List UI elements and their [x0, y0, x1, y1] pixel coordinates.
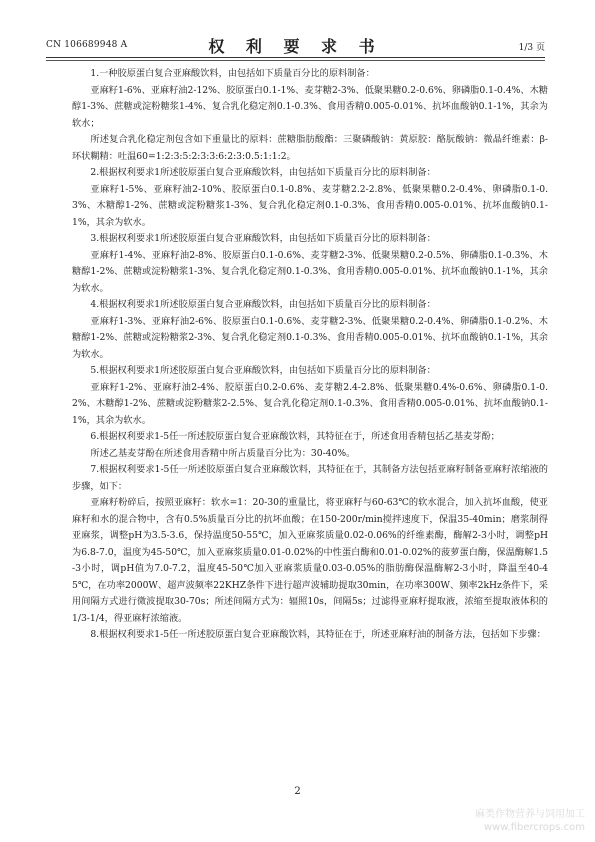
page-header	[46, 34, 545, 58]
claim-6: 6.根据权利要求1-5任一所述胶原蛋白复合亚麻酸饮料，其特征在于，所述食用香精包括乙基麦芽酚；	[90, 431, 500, 442]
claim-8: 8.根据权利要求1-5任一所述胶原蛋白复合亚麻酸饮料，其特征在于，所述亚麻籽油的制备方法，包括如下步骤：	[90, 629, 546, 640]
claim-2-intro: 2.根据权利要求1所述胶原蛋白复合亚麻酸饮料，由包括如下质量百分比的原料制备：	[90, 167, 436, 178]
claims-body	[72, 66, 548, 644]
page-number: 2	[294, 786, 301, 797]
watermark	[475, 808, 585, 834]
claim-7: 7.根据权利要求1-5任一所述胶原蛋白复合亚麻酸饮料，其特征在于，其制备方法包括亚麻籽制备亚麻籽浓缩液的步骤，如下：	[72, 464, 548, 492]
page-indicator: 1/3 页	[518, 43, 545, 53]
watermark-title: 麻类作物营养与饲用加工	[475, 809, 585, 820]
watermark-url: www.fibercrops.com	[483, 822, 585, 833]
claim-1-ingredients: 亚麻籽1-6%、亚麻籽油2-12%、胶原蛋白0.1-1%、麦芽糖2-3%、低聚果糖0.2-0.6%、卵磷脂0.1-0.4%、木糖醇1-3%、蔗糖或淀粉糖浆1-4%、复合乳化稳定剂0.1-0.3%、食用香精0.005-0.01%、抗坏血酸钠0.1-1%，其余为软水；	[72, 84, 548, 129]
claim-5-ingredients: 亚麻籽1-2%、亚麻籽油2-4%、胶原蛋白0.2-0.6%、麦芽糖2.4-2.8%、低聚果糖0.4%-0.6%、卵磷脂0.1-0.2%、木糖醇1-2%、蔗糖或淀粉糖浆2-2.5%、复合乳化稳定剂0.1-0.3%、食用香精0.005-0.01%、抗坏血酸钠0.1-1%，其余为软水。	[72, 381, 548, 426]
header-rule-thin	[46, 60, 545, 61]
claim-1-intro: 1.一种胶原蛋白复合亚麻酸饮料，由包括如下质量百分比的原料制备：	[90, 68, 375, 79]
publication-number: CN 106689948 A	[46, 40, 128, 50]
claim-5-intro: 5.根据权利要求1所述胶原蛋白复合亚麻酸饮料，由包括如下质量百分比的原料制备：	[90, 365, 436, 376]
claim-3-intro: 3.根据权利要求1所述胶原蛋白复合亚麻酸饮料，由包括如下质量百分比的原料制备：	[90, 233, 436, 244]
claim-4-intro: 4.根据权利要求1所述胶原蛋白复合亚麻酸饮料，由包括如下质量百分比的原料制备：	[90, 299, 436, 310]
claim-7-method: 亚麻籽粉碎后，按照亚麻籽：软水=1：20-30的重量比，将亚麻籽与60-63℃的软水混合，加入抗坏血酸，使亚麻籽和水的混合物中，含有0.5%质量百分比的抗坏血酸；在150-200r/min搅拌速度下，保温35-40min；磨浆制得亚麻浆，调整pH为3.5-3.6，保持温度50-55℃，加入亚麻浆质量0.02-0.06%的纤维素酶，酶解2-3小时，调整pH为6.8-7.0，温度为45-50℃，加入亚麻浆质量0.01-0.02%的中性蛋白酶和0.01-0.02%的菠萝蛋白酶，保温酶解1.5-3小时，调pH值为7.0-7.2，温度45-50℃加入亚麻浆质量0.03-0.05%的脂肪酶保温酶解2-3小时，降温至40-45℃，在功率2000W、超声波频率22KHZ条件下进行超声波辅助提取30min，在功率300W、频率2kHz条件下，采用间隔方式进行微波提取30-70s；所述间隔方式为：辐照10s，间隔5s；过滤得亚麻籽提取液，浓缩至提取液体积的1/3-1/4，得亚麻籽浓缩液。	[72, 497, 548, 624]
header-rule	[46, 57, 545, 58]
claim-4-ingredients: 亚麻籽1-3%、亚麻籽油2-6%、胶原蛋白0.1-0.6%、麦芽糖2-3%、低聚果糖0.2-0.4%、卵磷脂0.1-0.2%、木糖醇1-2%、蔗糖或淀粉糖浆2-3%、复合乳化稳定剂0.1-0.3%、食用香精0.005-0.01%、抗坏血酸钠0.1-1%，其余为软水。	[72, 315, 548, 360]
claim-2-ingredients: 亚麻籽1-5%、亚麻籽油2-10%、胶原蛋白0.1-0.8%、麦芽糖2.2-2.8%、低聚果糖0.2-0.4%、卵磷脂0.1-0.3%、木糖醇1-2%、蔗糖或淀粉糖浆1-3%、复合乳化稳定剂0.1-0.3%、食用香精0.005-0.01%、抗坏血酸钠0.1-1%，其余为软水。	[72, 183, 548, 228]
claim-3-ingredients: 亚麻籽1-4%、亚麻籽油2-8%、胶原蛋白0.1-0.6%、麦芽糖2-3%、低聚果糖0.2-0.5%、卵磷脂0.1-0.3%、木糖醇1-2%、蔗糖或淀粉糖浆1-3%、复合乳化稳定剂0.1-0.3%、食用香精0.005-0.01%、抗坏血酸钠0.1-1%，其余为软水。	[72, 249, 548, 294]
claim-1-stabilizer: 所述复合乳化稳定剂包含如下重量比的原料：蔗糖脂肪酸酯：三聚磷酸钠：黄原胶：酪朊酸钠：微晶纤维素：β-环状糊精：吐温60=1:2:3:5:2:3:3:6:2:3:0.5:1:1:2。	[72, 134, 548, 162]
document-title: 权 利 要 求 书	[208, 37, 383, 56]
claim-6-detail: 所述乙基麦芽酚在所述食用香精中所占质量百分比为：30-40%。	[90, 447, 356, 459]
